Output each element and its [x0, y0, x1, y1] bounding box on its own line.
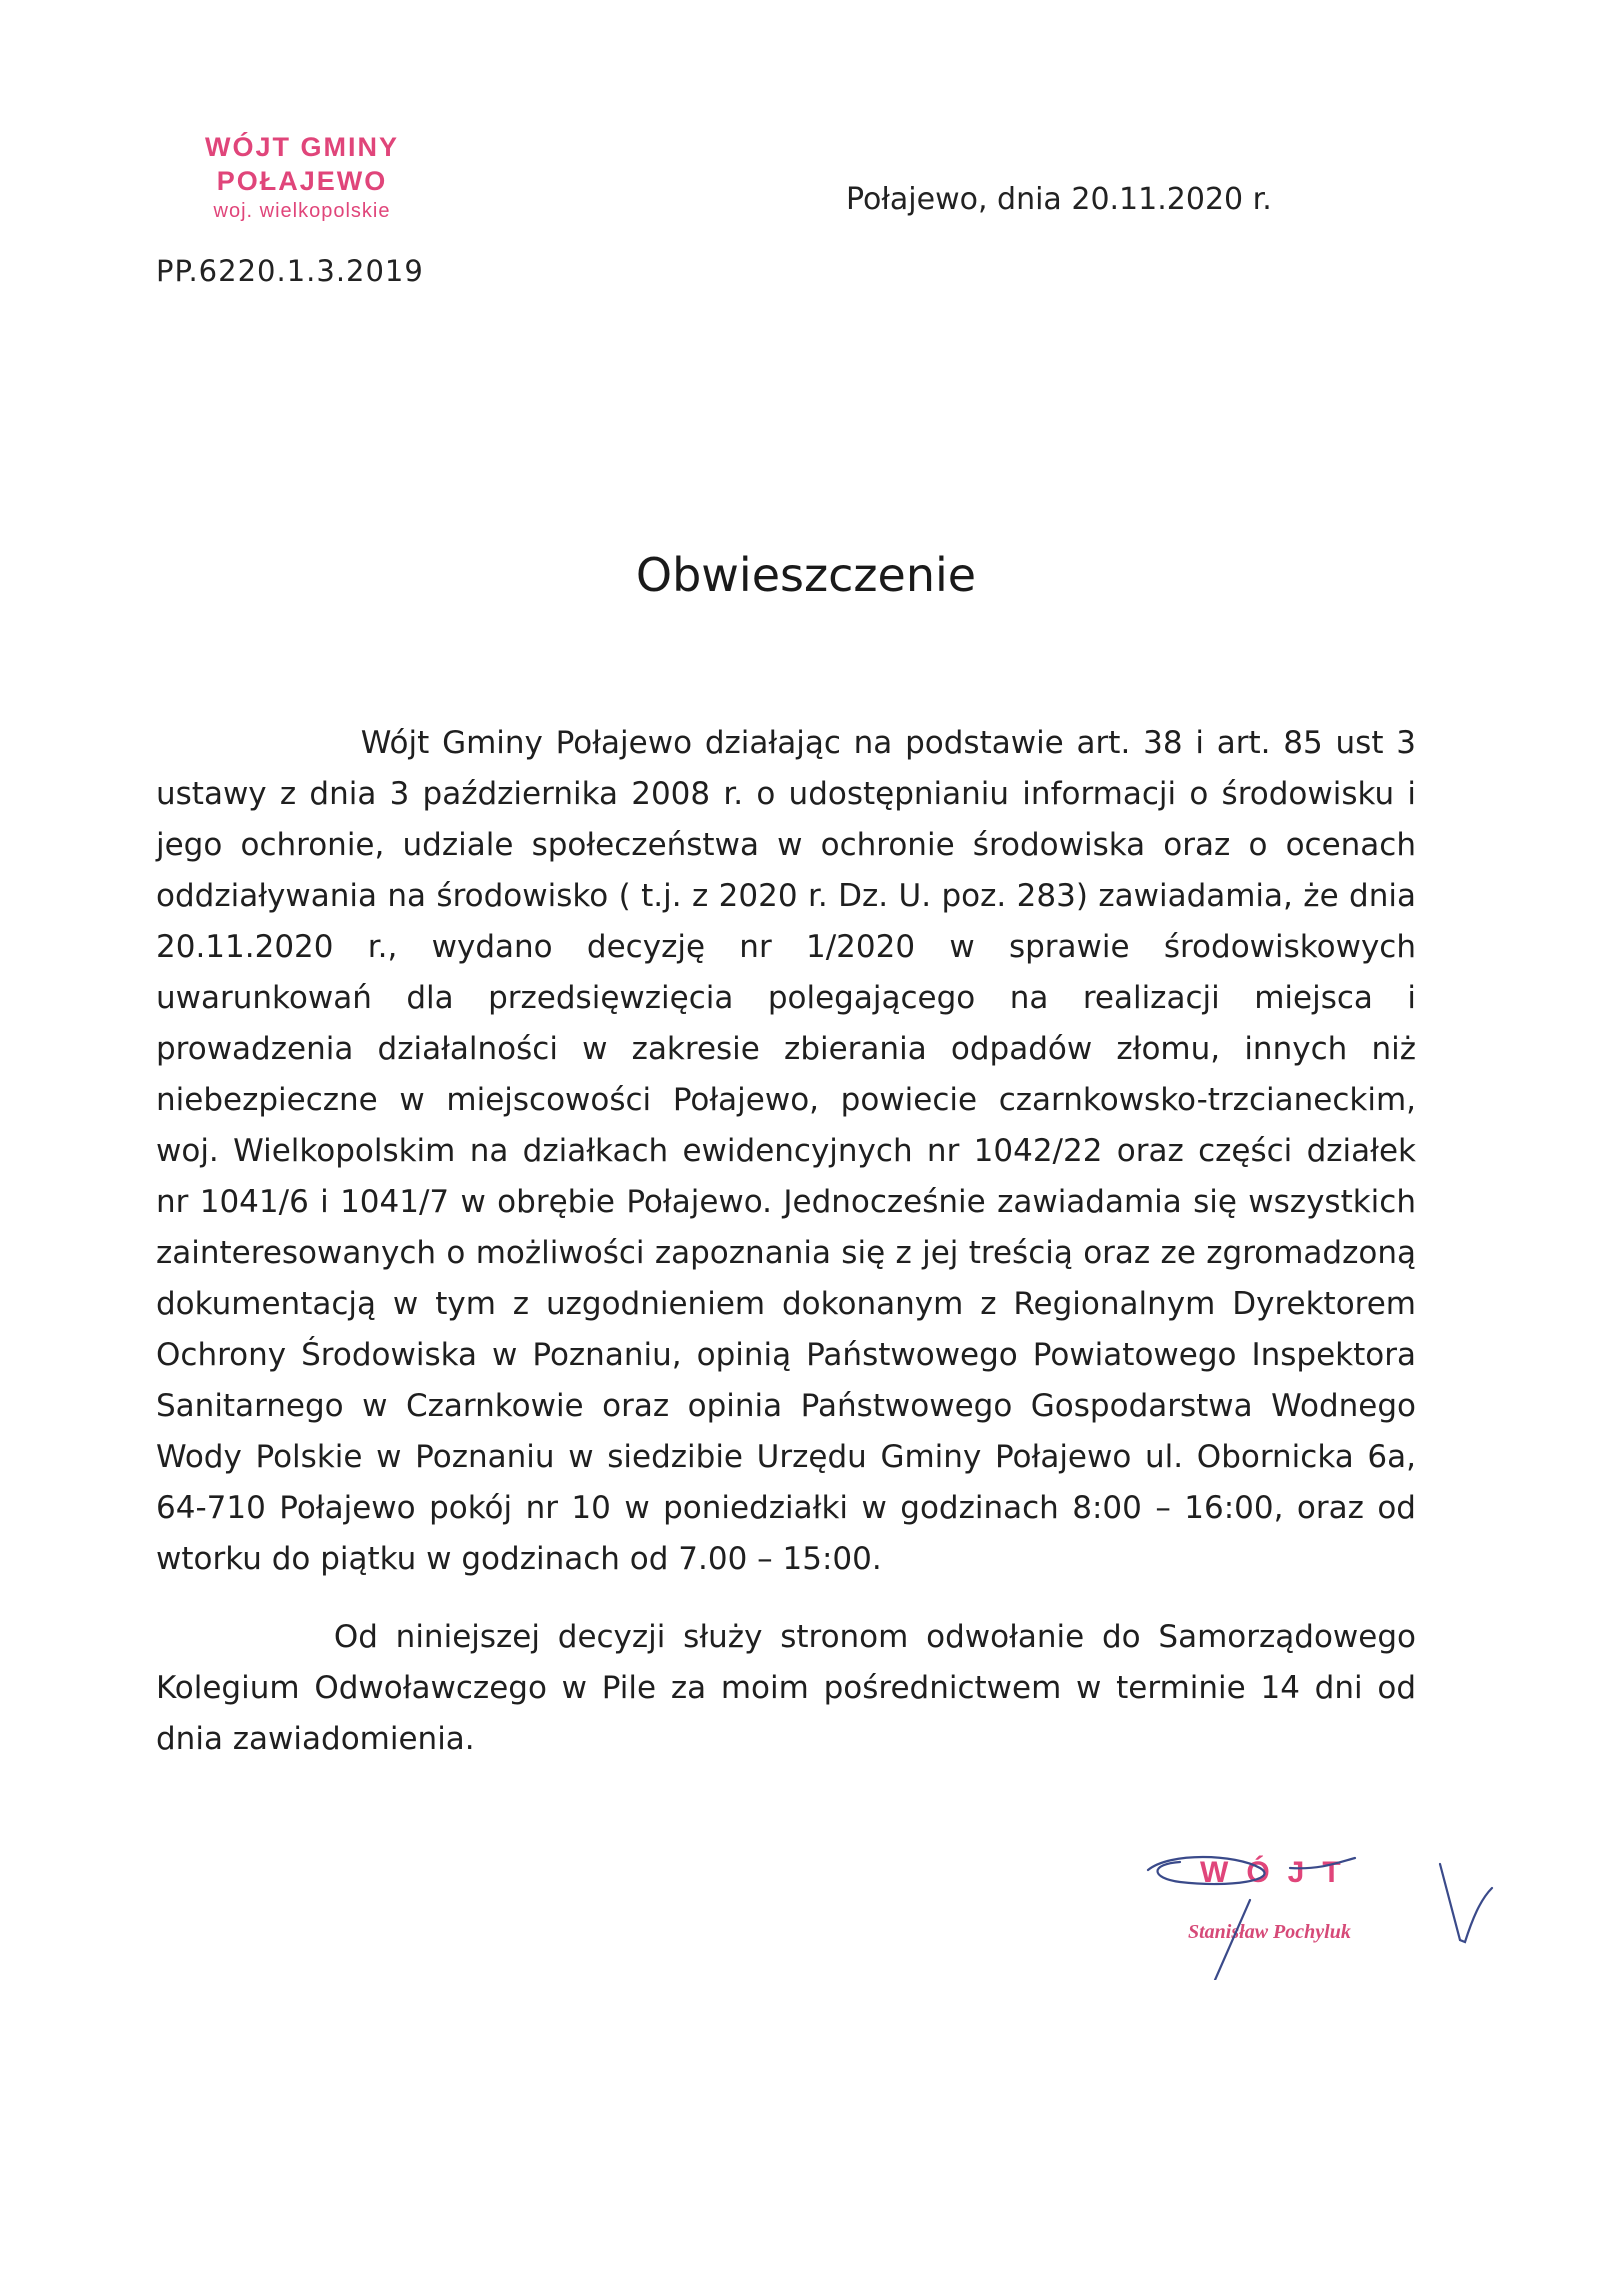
paragraph-line: jego ochronie, udziale społeczeństwa w ochronie środowiska oraz o ocenach [156, 827, 1416, 863]
paragraph-line: prowadzenia działalności w zakresie zbierania odpadów złomu, innych niż [156, 1031, 1416, 1067]
paragraph-line: Wody Polskie w Poznaniu w siedzibie Urzędu Gminy Połajewo ul. Obornicka 6a, [156, 1439, 1416, 1475]
paragraph-line: Kolegium Odwoławczego w Pile za moim pośrednictwem w terminie 14 dni od [156, 1670, 1416, 1706]
paragraph-2 [156, 1612, 1416, 1765]
paragraph-line: uwarunkowań dla przedsięwzięcia polegającego na realizacji miejsca i [156, 980, 1416, 1016]
place-date: Połajewo, dnia 20.11.2020 r. [846, 182, 1272, 217]
paragraph-line: Wójt Gminy Połajewo działając na podstawie art. 38 i art. 85 ust 3 [156, 725, 1416, 761]
paragraph-line: 20.11.2020 r., wydano decyzję nr 1/2020 w sprawie środowiskowych [156, 929, 1416, 965]
paragraph-line: 64-710 Połajewo pokój nr 10 w poniedziałki w godzinach 8:00 – 16:00, oraz od [156, 1490, 1416, 1526]
signature-stamp-title: WÓJT [1200, 1856, 1359, 1889]
signature-stamp-name: Stanisław Pochyluk [1188, 1921, 1351, 1943]
paragraph-line: dokumentacją w tym z uzgodnieniem dokonanym z Regionalnym Dyrektorem [156, 1286, 1416, 1322]
paragraph-line: woj. Wielkopolskim na działkach ewidencyjnych nr 1042/22 oraz części działek [156, 1133, 1416, 1169]
paragraph-1 [156, 718, 1416, 1585]
stamp-line-3: woj. wielkopolskie [213, 200, 391, 222]
paragraph-line: Od niniejszej decyzji służy stronom odwołanie do Samorządowego [156, 1619, 1416, 1655]
paragraph-line: wtorku do piątku w godzinach od 7.00 – 15:00. [156, 1541, 882, 1577]
paragraph-line: oddziaływania na środowisko ( t.j. z 2020 r. Dz. U. poz. 283) zawiadamia, że dnia [156, 878, 1416, 914]
stamp-line-1: WÓJT GMINY [205, 132, 399, 162]
stamp-line-2: POŁAJEWO [216, 166, 388, 196]
paragraph-line: nr 1041/6 i 1041/7 w obrębie Połajewo. Jednocześnie zawiadamia się wszystkich [156, 1184, 1416, 1220]
paragraph-line: zainteresowanych o możliwości zapoznania się z jej treścią oraz ze zgromadzoną [156, 1235, 1416, 1271]
paragraph-line: Ochrony Środowiska w Poznaniu, opinią Państwowego Powiatowego Inspektora [156, 1337, 1416, 1373]
office-stamp [172, 130, 432, 224]
paragraph-line: Sanitarnego w Czarnkowie oraz opinia Państwowego Gospodarstwa Wodnego [156, 1388, 1416, 1424]
paragraph-line: niebezpieczne w miejscowości Połajewo, powiecie czarnkowsko-trzcianeckim, [156, 1082, 1416, 1118]
paragraph-line: ustawy z dnia 3 października 2008 r. o udostępnianiu informacji o środowisku i [156, 776, 1416, 812]
reference-number: PP.6220.1.3.2019 [156, 254, 424, 288]
signature-stamp [1140, 1830, 1520, 1980]
paragraph-line: dnia zawiadomienia. [156, 1721, 475, 1757]
document-title: Obwieszczenie [635, 548, 977, 602]
